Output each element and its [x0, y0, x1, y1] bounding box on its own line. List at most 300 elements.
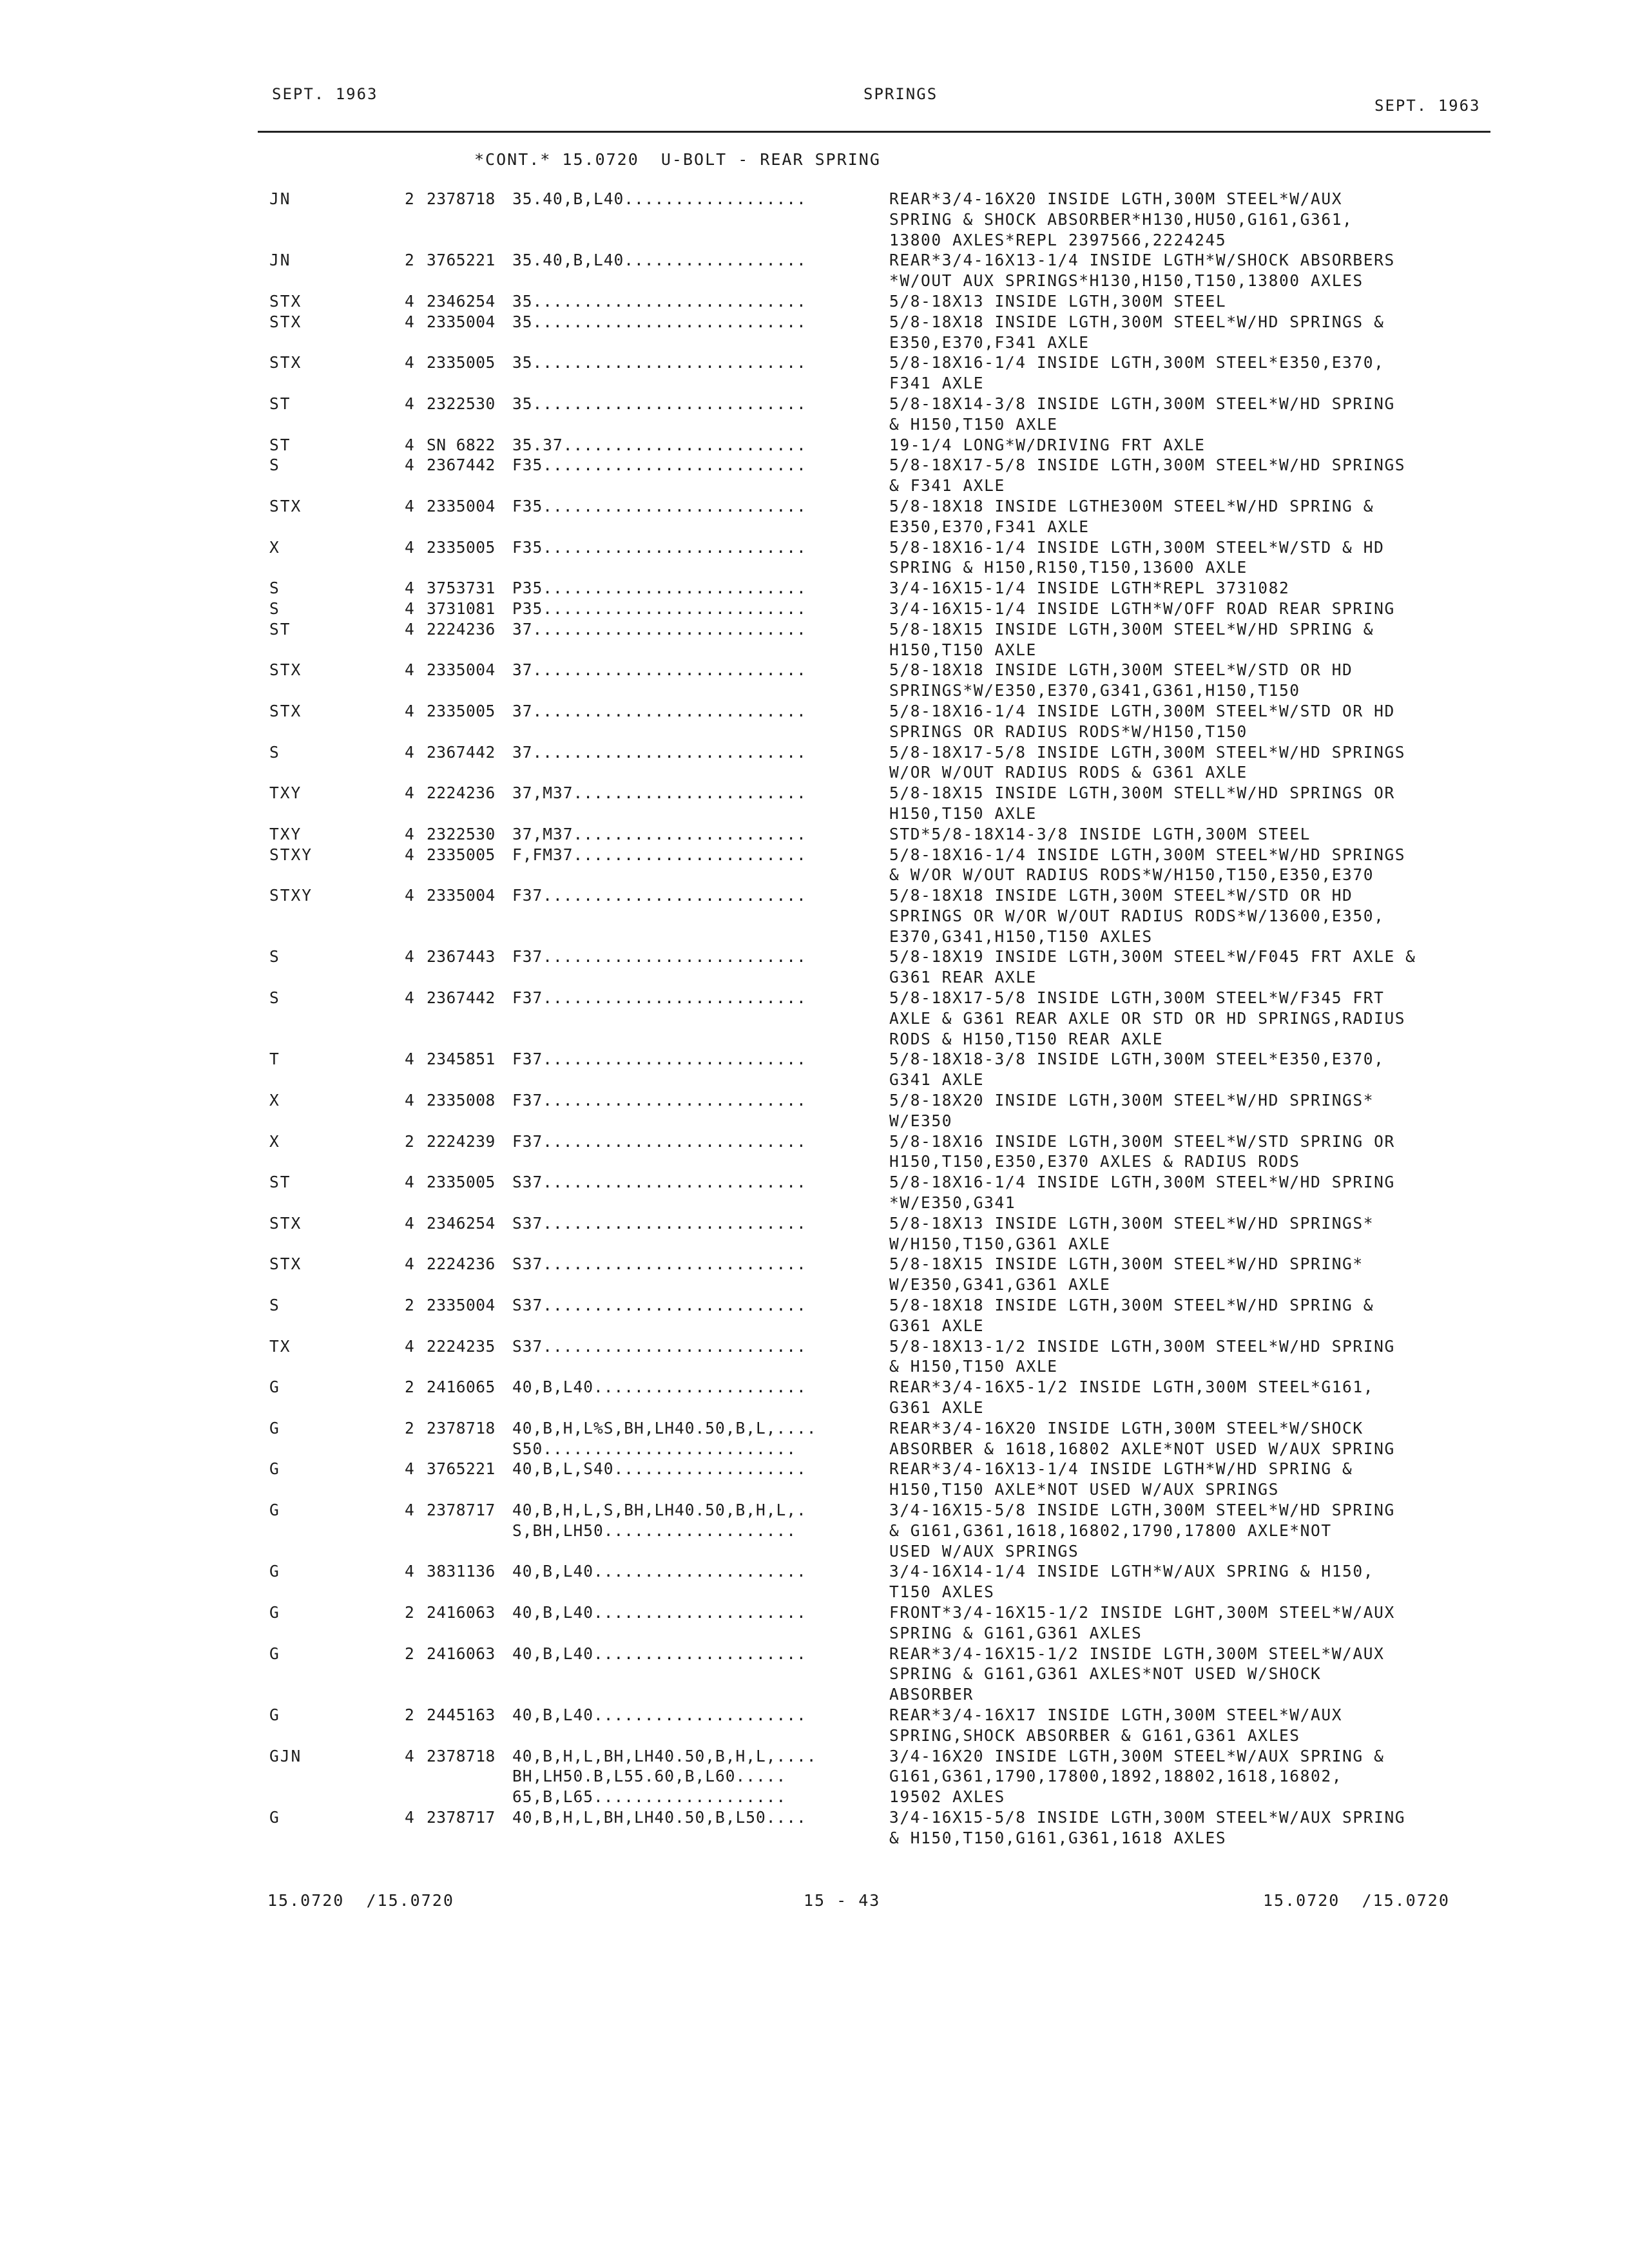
- entry-line: [0, 1172, 1629, 1193]
- entry-description: 3/4-16X15-1/4 INSIDE LGTH*REPL 3731082: [889, 579, 1290, 598]
- entry-line: [0, 1664, 1629, 1684]
- entry-line: [0, 1500, 1629, 1521]
- entry-description: 3/4-16X15-5/8 INSIDE LGTH,300M STEEL*W/AUX SPRING: [889, 1807, 1406, 1827]
- entry-qty: 2: [405, 1296, 414, 1315]
- entry-line: [0, 557, 1629, 578]
- entry-application: 40,B,H,L,BH,LH40.50,B,H,L,....: [512, 1746, 817, 1765]
- entry-part-number: 2367442: [427, 988, 496, 1008]
- entry-application: F37..........................: [512, 886, 807, 905]
- entry-description: AXLE & G361 REAR AXLE OR STD OR HD SPRINGS,RADIUS: [889, 1008, 1406, 1028]
- header-right-date: SEPT. 1963: [1374, 97, 1481, 115]
- entry-models: S: [269, 742, 280, 762]
- entry-application: 40,B,L40.....................: [512, 1378, 807, 1397]
- entry-line: [0, 680, 1629, 701]
- entry-part-number: 2346254: [427, 291, 496, 311]
- entry-application: 37,M37.......................: [512, 824, 807, 843]
- entry-line: [0, 1398, 1629, 1418]
- entry-description: 19-1/4 LONG*W/DRIVING FRT AXLE: [889, 435, 1206, 454]
- entry-line: [0, 640, 1629, 660]
- entry-part-number: 3731081: [427, 599, 496, 618]
- entry-application: P35..........................: [512, 579, 807, 598]
- entry-part-number: 3831136: [427, 1562, 496, 1581]
- entry-models: STX: [269, 660, 302, 680]
- entry-description: SPRINGS*W/E350,E370,G341,G361,H150,T150: [889, 681, 1300, 700]
- entry-qty: 4: [405, 496, 414, 515]
- entry-qty: 4: [405, 579, 414, 598]
- entry-qty: 4: [405, 1050, 414, 1069]
- entry-line: [0, 271, 1629, 291]
- entry-part-number: 2335004: [427, 660, 496, 680]
- entry-description: 5/8-18X17-5/8 INSIDE LGTH,300M STEEL*W/HD SPRINGS: [889, 456, 1406, 475]
- entry-qty: 4: [405, 1254, 414, 1274]
- entry-qty: 4: [405, 394, 414, 413]
- entry-description: 3/4-16X20 INSIDE LGTH,300M STEEL*W/AUX SPRING &: [889, 1746, 1385, 1765]
- entry-application: 40,B,L,S40...................: [512, 1459, 807, 1479]
- entry-models: STX: [269, 1213, 302, 1233]
- entry-description: REAR*3/4-16X5-1/2 INSIDE LGTH,300M STEEL*G161,: [889, 1378, 1374, 1397]
- entry-line: [0, 250, 1629, 271]
- entry-line: [0, 1008, 1629, 1029]
- entry-models: S: [269, 599, 280, 618]
- entry-description: 5/8-18X15 INSIDE LGTH,300M STEEL*W/HD SPRING &: [889, 619, 1374, 639]
- entry-description: 3/4-16X15-5/8 INSIDE LGTH,300M STEEL*W/HD SPRING: [889, 1501, 1395, 1519]
- entry-line: [0, 1193, 1629, 1213]
- entry-description: SPRING & G161,G361 AXLES*NOT USED W/SHOCK: [889, 1664, 1322, 1684]
- entry-description: 3/4-16X14-1/4 INSIDE LGTH*W/AUX SPRING & H150,: [889, 1562, 1374, 1581]
- entry-description: 5/8-18X16-1/4 INSIDE LGTH,300M STEEL*W/HD SPRINGS: [889, 845, 1406, 864]
- parts-entry: [0, 824, 1629, 845]
- entry-line: [0, 1418, 1629, 1439]
- entry-description: 5/8-18X18 INSIDE LGTHE300M STEEL*W/HD SPRING &: [889, 496, 1374, 515]
- entry-part-number: 2378717: [427, 1807, 496, 1827]
- parts-entry: [0, 189, 1629, 250]
- entry-part-number: 2378718: [427, 1418, 496, 1437]
- entry-part-number: 2335008: [427, 1091, 496, 1110]
- entry-description: REAR*3/4-16X20 INSIDE LGTH,300M STEEL*W/SHOCK: [889, 1418, 1364, 1437]
- entry-part-number: 3765221: [427, 1459, 496, 1479]
- entry-description: REAR*3/4-16X20 INSIDE LGTH,300M STEEL*W/AUX: [889, 189, 1343, 208]
- entry-line: [0, 1623, 1629, 1644]
- entry-part-number: 3753731: [427, 579, 496, 598]
- parts-entry: [0, 1746, 1629, 1807]
- entry-line: [0, 1766, 1629, 1787]
- entry-application: P35..........................: [512, 599, 807, 618]
- entry-qty: 2: [405, 189, 414, 208]
- entry-line: [0, 967, 1629, 988]
- entry-line: [0, 927, 1629, 947]
- entry-qty: 4: [405, 1173, 414, 1192]
- entry-line: [0, 1377, 1629, 1398]
- entry-part-number: 2367442: [427, 456, 496, 475]
- parts-entry: [0, 1295, 1629, 1336]
- entry-qty: 4: [405, 353, 414, 372]
- entry-description: *W/OUT AUX SPRINGS*H130,H150,T150,13800 AXLES: [889, 271, 1364, 291]
- entry-part-number: 2335005: [427, 1173, 496, 1192]
- entry-description: G361 REAR AXLE: [889, 968, 1037, 987]
- header-rule: [258, 131, 1490, 133]
- parts-entry: [0, 1418, 1629, 1459]
- parts-entry: [0, 599, 1629, 619]
- entry-models: S: [269, 579, 280, 598]
- parts-entry: [0, 312, 1629, 353]
- entry-description: & W/OR W/OUT RADIUS RODS*W/H150,T150,E350,E370: [889, 865, 1374, 885]
- entry-line: [0, 1336, 1629, 1357]
- entry-description: 5/8-18X17-5/8 INSIDE LGTH,300M STEEL*W/HD SPRINGS: [889, 742, 1406, 762]
- entry-line: [0, 783, 1629, 803]
- entry-line: [0, 352, 1629, 373]
- entry-application: BH,LH50.B,L55.60,B,L60.....: [512, 1767, 787, 1786]
- entry-description: 5/8-18X18 INSIDE LGTH,300M STEEL*W/HD SPRINGS &: [889, 312, 1385, 331]
- entry-line: [0, 1356, 1629, 1377]
- entry-application: S37..........................: [512, 1336, 807, 1356]
- entry-line: [0, 722, 1629, 742]
- entry-models: G: [269, 1562, 280, 1581]
- entry-application: F37..........................: [512, 947, 807, 966]
- header-left-date: SEPT. 1963: [272, 85, 378, 103]
- entry-line: [0, 394, 1629, 414]
- entry-qty: 4: [405, 1501, 414, 1519]
- parts-entry: [0, 496, 1629, 537]
- entry-application: F37..........................: [512, 988, 807, 1008]
- entry-qty: 4: [405, 988, 414, 1008]
- entry-models: STX: [269, 353, 302, 372]
- entry-description: H150,T150,E350,E370 AXLES & RADIUS RODS: [889, 1152, 1300, 1171]
- entry-description: 5/8-18X15 INSIDE LGTH,300M STELL*W/HD SPRINGS OR: [889, 783, 1395, 803]
- entry-part-number: 2367443: [427, 947, 496, 966]
- entry-description: 19502 AXLES: [889, 1787, 1005, 1807]
- entry-part-number: 2416065: [427, 1378, 496, 1397]
- entry-models: G: [269, 1705, 280, 1724]
- entry-part-number: 2224236: [427, 783, 496, 803]
- entry-application: 40,B,L40.....................: [512, 1562, 807, 1581]
- entry-line: [0, 1725, 1629, 1746]
- entry-line: [0, 1090, 1629, 1111]
- entry-application: S37..........................: [512, 1296, 807, 1315]
- entry-line: [0, 988, 1629, 1008]
- entry-application: 35.37........................: [512, 435, 807, 454]
- entry-line: [0, 1582, 1629, 1602]
- entry-models: ST: [269, 619, 291, 639]
- parts-entry: [0, 619, 1629, 660]
- entry-line: [0, 1029, 1629, 1050]
- parts-list: [0, 189, 1629, 1849]
- entry-line: [0, 414, 1629, 435]
- entry-qty: 2: [405, 1705, 414, 1724]
- parts-entry: [0, 1336, 1629, 1378]
- entry-description: 5/8-18X20 INSIDE LGTH,300M STEEL*W/HD SPRINGS*: [889, 1091, 1374, 1110]
- entry-description: W/H150,T150,G361 AXLE: [889, 1234, 1111, 1253]
- entry-application: F37..........................: [512, 1050, 807, 1069]
- entry-description: 5/8-18X18-3/8 INSIDE LGTH,300M STEEL*E350,E370,: [889, 1050, 1385, 1069]
- entry-application: S50.........................: [512, 1439, 797, 1458]
- entry-description: H150,T150 AXLE: [889, 803, 1037, 823]
- entry-qty: 2: [405, 1378, 414, 1397]
- entry-line: [0, 1828, 1629, 1849]
- entry-description: W/E350,G341,G361 AXLE: [889, 1275, 1111, 1294]
- entry-application: F,FM37.......................: [512, 845, 807, 864]
- entry-description: REAR*3/4-16X15-1/2 INSIDE LGTH,300M STEEL*W/AUX: [889, 1644, 1385, 1663]
- parts-entry: [0, 537, 1629, 579]
- entry-description: G361 AXLE: [889, 1398, 985, 1418]
- entry-description: F341 AXLE: [889, 374, 985, 393]
- entry-models: STX: [269, 1254, 302, 1274]
- entry-description: & H150,T150,G161,G361,1618 AXLES: [889, 1828, 1227, 1847]
- entry-line: [0, 1234, 1629, 1254]
- entry-description: 5/8-18X16-1/4 INSIDE LGTH,300M STEEL*W/STD & HD: [889, 537, 1385, 557]
- entry-models: S: [269, 456, 280, 475]
- entry-description: 13800 AXLES*REPL 2397566,2224245: [889, 230, 1227, 249]
- entry-line: [0, 230, 1629, 251]
- entry-line: [0, 845, 1629, 865]
- entry-line: [0, 1131, 1629, 1152]
- entry-line: [0, 1479, 1629, 1500]
- entry-line: [0, 660, 1629, 680]
- parts-entry: [0, 250, 1629, 291]
- entry-part-number: 2378717: [427, 1501, 496, 1519]
- entry-application: S,BH,LH50...................: [512, 1521, 797, 1540]
- entry-line: [0, 1807, 1629, 1828]
- parts-entry: [0, 1561, 1629, 1602]
- entry-line: [0, 1254, 1629, 1274]
- entry-application: 37...........................: [512, 742, 807, 762]
- entry-line: [0, 578, 1629, 599]
- entry-description: & F341 AXLE: [889, 476, 1005, 495]
- entry-application: 65,B,L65...................: [512, 1787, 787, 1807]
- entry-description: STD*5/8-18X14-3/8 INSIDE LGTH,300M STEEL: [889, 824, 1311, 843]
- entry-description: W/E350: [889, 1111, 953, 1130]
- parts-entry: [0, 742, 1629, 783]
- entry-application: 40,B,L40.....................: [512, 1602, 807, 1622]
- parts-entry: [0, 1500, 1629, 1561]
- entry-application: 37...........................: [512, 660, 807, 680]
- entry-part-number: 2322530: [427, 394, 496, 413]
- entry-application: 35...........................: [512, 312, 807, 331]
- section-title: *CONT.* 15.0720 U-BOLT - REAR SPRING: [474, 150, 881, 169]
- entry-line: [0, 1746, 1629, 1767]
- entry-qty: 4: [405, 1746, 414, 1765]
- entry-application: 35.40,B,L40..................: [512, 251, 807, 270]
- parts-entry: [0, 1807, 1629, 1849]
- entry-description: USED W/AUX SPRINGS: [889, 1541, 1079, 1561]
- entry-application: 40,B,H,L%S,BH,LH40.50,B,L,....: [512, 1418, 817, 1437]
- entry-part-number: 2224235: [427, 1336, 496, 1356]
- entry-line: [0, 1111, 1629, 1131]
- entry-application: 40,B,L40.....................: [512, 1705, 807, 1724]
- entry-qty: 4: [405, 291, 414, 311]
- entry-application: 40,B,H,L,BH,LH40.50,B,L50....: [512, 1807, 807, 1827]
- entry-part-number: 2335005: [427, 701, 496, 720]
- entry-part-number: 2322530: [427, 824, 496, 843]
- entry-line: [0, 189, 1629, 209]
- entry-models: TX: [269, 1336, 291, 1356]
- entry-description: 5/8-18X15 INSIDE LGTH,300M STEEL*W/HD SPRING*: [889, 1254, 1364, 1274]
- entry-models: STX: [269, 496, 302, 515]
- entry-description: E350,E370,F341 AXLE: [889, 332, 1090, 352]
- entry-models: JN: [269, 251, 291, 270]
- entry-description: 5/8-18X17-5/8 INSIDE LGTH,300M STEEL*W/F345 FRT: [889, 988, 1385, 1008]
- entry-qty: 4: [405, 824, 414, 843]
- entry-line: [0, 906, 1629, 927]
- entry-description: 5/8-18X18 INSIDE LGTH,300M STEEL*W/STD OR HD: [889, 886, 1353, 905]
- entry-models: X: [269, 1131, 280, 1151]
- entry-description: G161,G361,1790,17800,1892,18802,1618,16802,: [889, 1767, 1343, 1786]
- parts-entry: [0, 783, 1629, 824]
- entry-line: [0, 209, 1629, 230]
- entry-line: [0, 1295, 1629, 1316]
- entry-application: F35..........................: [512, 537, 807, 557]
- entry-part-number: 2335004: [427, 312, 496, 331]
- entry-description: 5/8-18X13 INSIDE LGTH,300M STEEL: [889, 291, 1227, 311]
- entry-qty: 4: [405, 312, 414, 331]
- entry-line: [0, 537, 1629, 558]
- entry-qty: 4: [405, 537, 414, 557]
- entry-line: [0, 455, 1629, 476]
- entry-part-number: 2445163: [427, 1705, 496, 1724]
- entry-description: G361 AXLE: [889, 1316, 985, 1335]
- parts-entry: [0, 1213, 1629, 1254]
- entry-qty: 4: [405, 1091, 414, 1110]
- entry-application: F37..........................: [512, 1091, 807, 1110]
- entry-description: SPRING & H150,R150,T150,13600 AXLE: [889, 558, 1248, 577]
- entry-description: REAR*3/4-16X13-1/4 INSIDE LGTH*W/HD SPRING &: [889, 1459, 1353, 1479]
- parts-entry: [0, 701, 1629, 742]
- entry-part-number: 3765221: [427, 251, 496, 270]
- entry-models: G: [269, 1602, 280, 1622]
- entry-qty: 2: [405, 1644, 414, 1663]
- entry-description: & H150,T150 AXLE: [889, 414, 1058, 434]
- entry-qty: 4: [405, 435, 414, 454]
- entry-application: 40,B,L40.....................: [512, 1644, 807, 1663]
- entry-line: [0, 332, 1629, 353]
- parts-entry: [0, 578, 1629, 599]
- entry-part-number: 2416063: [427, 1644, 496, 1663]
- entry-line: [0, 1213, 1629, 1234]
- entry-line: [0, 701, 1629, 722]
- entry-line: [0, 742, 1629, 763]
- entry-line: [0, 1459, 1629, 1479]
- entry-application: F35..........................: [512, 456, 807, 475]
- entry-qty: 4: [405, 1562, 414, 1581]
- parts-entry: [0, 1459, 1629, 1500]
- entry-description: W/OR W/OUT RADIUS RODS & G361 AXLE: [889, 763, 1248, 782]
- entry-qty: 2: [405, 251, 414, 270]
- entry-line: [0, 865, 1629, 885]
- entry-part-number: 2335004: [427, 496, 496, 515]
- entry-application: 35.40,B,L40..................: [512, 189, 807, 208]
- entry-qty: 4: [405, 456, 414, 475]
- entry-application: 35...........................: [512, 394, 807, 413]
- entry-qty: 2: [405, 1418, 414, 1437]
- parts-entry: [0, 1090, 1629, 1131]
- entry-description: 5/8-18X13 INSIDE LGTH,300M STEEL*W/HD SPRINGS*: [889, 1213, 1374, 1233]
- page-number: 15 - 43: [804, 1891, 881, 1910]
- entry-line: [0, 1644, 1629, 1664]
- entry-line: [0, 1049, 1629, 1070]
- entry-models: STXY: [269, 886, 313, 905]
- entry-models: S: [269, 988, 280, 1008]
- parts-entry: [0, 947, 1629, 988]
- parts-entry: [0, 1705, 1629, 1746]
- entry-description: RODS & H150,T150 REAR AXLE: [889, 1029, 1164, 1048]
- entry-qty: 4: [405, 701, 414, 720]
- parts-entry: [0, 885, 1629, 947]
- entry-qty: 2: [405, 1131, 414, 1151]
- entry-line: [0, 1439, 1629, 1459]
- entry-part-number: 2346254: [427, 1213, 496, 1233]
- entry-models: T: [269, 1050, 280, 1069]
- entry-description: ABSORBER & 1618,16802 AXLE*NOT USED W/AUX SPRING: [889, 1439, 1395, 1458]
- entry-line: [0, 1316, 1629, 1336]
- entry-description: REAR*3/4-16X13-1/4 INSIDE LGTH*W/SHOCK ABSORBERS: [889, 251, 1395, 270]
- entry-description: SPRING & SHOCK ABSORBER*H130,HU50,G161,G361,: [889, 209, 1353, 229]
- entry-part-number: 2335005: [427, 537, 496, 557]
- entry-description: 5/8-18X16 INSIDE LGTH,300M STEEL*W/STD SPRING OR: [889, 1131, 1395, 1151]
- entry-description: E350,E370,F341 AXLE: [889, 517, 1090, 536]
- entry-qty: 4: [405, 660, 414, 680]
- entry-description: 5/8-18X18 INSIDE LGTH,300M STEEL*W/STD OR HD: [889, 660, 1353, 680]
- entry-description: REAR*3/4-16X17 INSIDE LGTH,300M STEEL*W/AUX: [889, 1705, 1343, 1724]
- entry-models: TXY: [269, 824, 302, 843]
- entry-part-number: 2224239: [427, 1131, 496, 1151]
- entry-part-number: 2378718: [427, 189, 496, 208]
- entry-description: 3/4-16X15-1/4 INSIDE LGTH*W/OFF ROAD REAR SPRING: [889, 599, 1395, 618]
- parts-entry: [0, 1377, 1629, 1418]
- entry-part-number: 2416063: [427, 1602, 496, 1622]
- entry-application: 40,B,H,L,S,BH,LH40.50,B,H,L,.: [512, 1501, 807, 1519]
- parts-entry: [0, 1049, 1629, 1090]
- entry-models: STXY: [269, 845, 313, 864]
- entry-models: S: [269, 1296, 280, 1315]
- parts-entry: [0, 435, 1629, 456]
- entry-models: ST: [269, 435, 291, 454]
- entry-line: [0, 1561, 1629, 1582]
- entry-line: [0, 435, 1629, 456]
- entry-part-number: 2224236: [427, 619, 496, 639]
- entry-description: 5/8-18X18 INSIDE LGTH,300M STEEL*W/HD SPRING &: [889, 1296, 1374, 1315]
- entry-models: ST: [269, 1173, 291, 1192]
- entry-line: [0, 312, 1629, 332]
- entry-description: SPRING,SHOCK ABSORBER & G161,G361 AXLES: [889, 1725, 1300, 1745]
- parts-entry: [0, 660, 1629, 701]
- entry-qty: 4: [405, 783, 414, 803]
- parts-entry: [0, 1131, 1629, 1173]
- entry-description: SPRINGS OR RADIUS RODS*W/H150,T150: [889, 722, 1248, 741]
- entry-description: H150,T150 AXLE: [889, 640, 1037, 659]
- entry-part-number: SN 6822: [427, 435, 496, 454]
- entry-models: G: [269, 1807, 280, 1827]
- entry-models: G: [269, 1378, 280, 1397]
- entry-part-number: 2224236: [427, 1254, 496, 1274]
- entry-models: G: [269, 1459, 280, 1479]
- entry-application: 37...........................: [512, 701, 807, 720]
- parts-entry: [0, 988, 1629, 1049]
- entry-models: ST: [269, 394, 291, 413]
- entry-description: E370,G341,H150,T150 AXLES: [889, 927, 1153, 946]
- entry-description: 5/8-18X16-1/4 INSIDE LGTH,300M STEEL*E350,E370,: [889, 353, 1385, 372]
- entry-models: S: [269, 947, 280, 966]
- entry-qty: 4: [405, 1213, 414, 1233]
- entry-qty: 4: [405, 1459, 414, 1479]
- entry-description: H150,T150 AXLE*NOT USED W/AUX SPRINGS: [889, 1480, 1279, 1499]
- entry-application: S37..........................: [512, 1213, 807, 1233]
- entry-qty: 4: [405, 1336, 414, 1356]
- entry-description: *W/E350,G341: [889, 1193, 1016, 1213]
- entry-application: S37..........................: [512, 1173, 807, 1192]
- parts-entry: [0, 845, 1629, 886]
- entry-description: 5/8-18X13-1/2 INSIDE LGTH,300M STEEL*W/HD SPRING: [889, 1336, 1395, 1356]
- entry-application: 37,M37.......................: [512, 783, 807, 803]
- entry-qty: 4: [405, 845, 414, 864]
